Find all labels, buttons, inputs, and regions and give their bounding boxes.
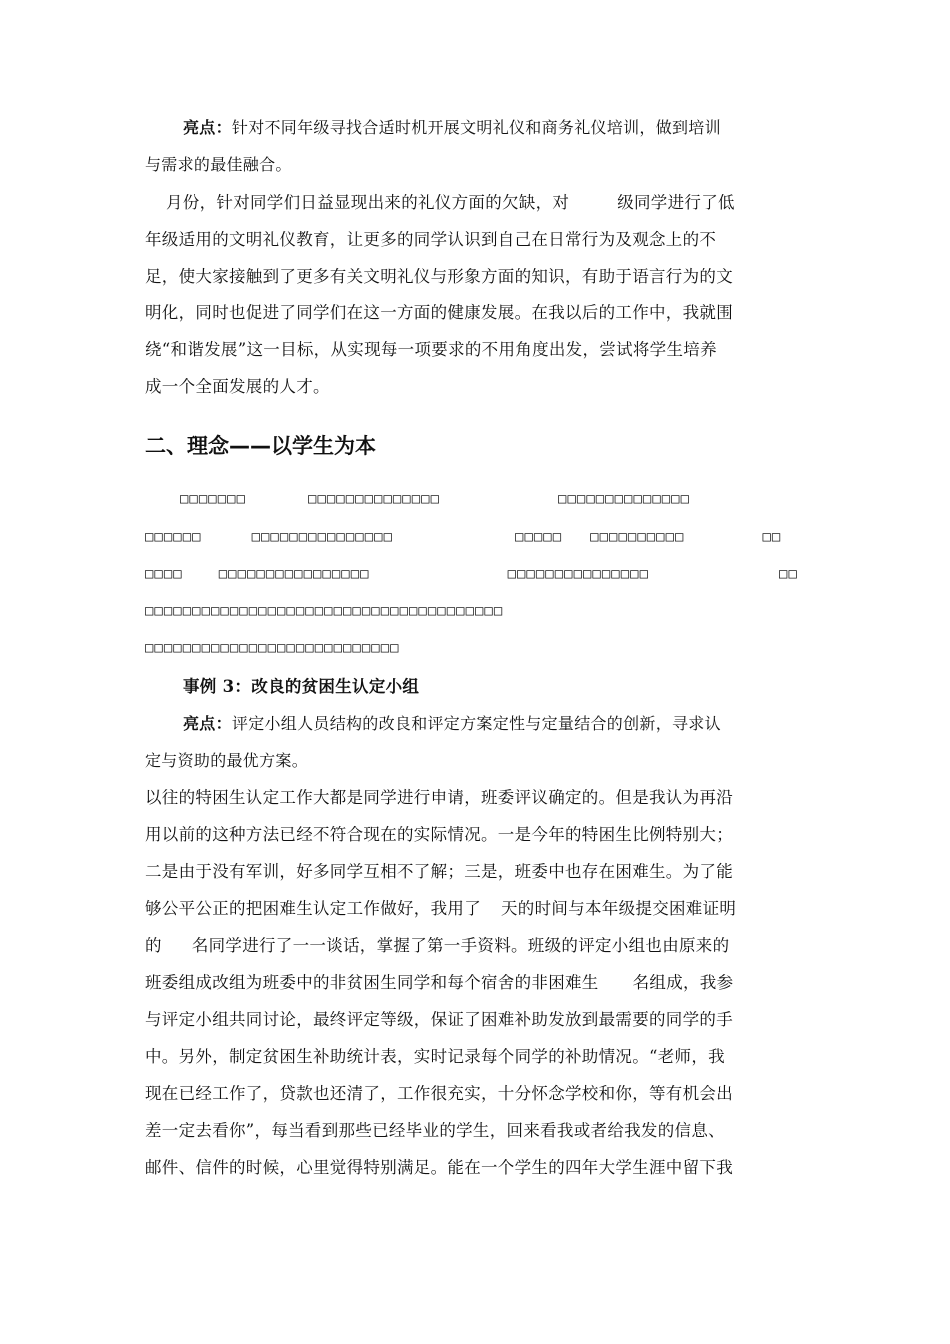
paragraph-text: 二是由于没有军训，好多同学互相不了解；三是，班委中也存在困难生。为了能 xyxy=(145,862,733,881)
highlight-text-cont: 与需求的最佳融合。 xyxy=(145,155,292,174)
glyph-row xyxy=(145,528,781,546)
paragraph-text: 用以前的这种方法已经不符合现在的实际情况。一是今年的特困生比例特别大； xyxy=(145,825,733,844)
glyph-segment: □□□□□□□□□□□□□□□ xyxy=(251,529,394,545)
paragraph-text: 现在已经工作了，贷款也还清了，工作很充实，十分怀念学校和你，等有机会出 xyxy=(145,1084,733,1103)
paragraph-text: 天的时间与本年级提交困难证明 xyxy=(501,899,737,918)
paragraph-text: 名同学进行了一一谈话，掌握了第一手资料。班级的评定小组也由原来的 xyxy=(191,936,730,955)
paragraph-text: 邮件、信件的时候，心里觉得特别满足。能在一个学生的四年大学生涯中留下我 xyxy=(145,1158,733,1177)
glyph-segment: □□□□ xyxy=(145,566,183,582)
paragraph-text: 绕“和谐发展”这一目标，从实现每一项要求的不用角度出发，尝试将学生培养 xyxy=(145,340,717,359)
highlight-text: 评定小组人员结构的改良和评定方案定性与定量结合的创新，寻求认 xyxy=(231,714,721,733)
paragraph-text: 以往的特困生认定工作大都是同学进行申请，班委评议确定的。但是我认为再沿 xyxy=(145,788,733,807)
paragraph-text: 名组成，我参 xyxy=(632,973,734,992)
highlight-line-1 xyxy=(183,117,810,139)
glyph-segment: □□□□□□□□□□□□□□ xyxy=(308,491,441,507)
paragraph-line xyxy=(145,824,810,846)
highlight-line-1 xyxy=(183,713,810,735)
glyph-row xyxy=(145,639,400,657)
glyph-row xyxy=(180,490,690,508)
paragraph-text: 月份，针对同学们日益显现出来的礼仪方面的欠缺，对 xyxy=(166,193,570,212)
paragraph-text: 成一个全面发展的人才。 xyxy=(145,377,330,396)
paragraph-line xyxy=(145,935,810,957)
paragraph-text: 的 xyxy=(145,936,162,955)
paragraph-line xyxy=(145,972,810,994)
paragraph-text: 级同学进行了低 xyxy=(617,193,735,212)
paragraph-line xyxy=(145,266,810,288)
paragraph-text: 中。另外，制定贫困生补助统计表，实时记录每个同学的补助情况。“老师，我 xyxy=(145,1047,725,1066)
highlight-label: 亮点： xyxy=(183,714,232,733)
glyph-segment: □□□□□□□□□□□□□□□ xyxy=(507,566,650,582)
paragraph-text: 年级适用的文明礼仪教育，让更多的同学认识到自己在日常行为及观念上的不 xyxy=(145,230,717,249)
glyph-row xyxy=(145,565,798,583)
glyph-segment: □□□□□□□□□□□□□□□□ xyxy=(218,566,370,582)
glyph-segment: □□□□□□ xyxy=(145,529,202,545)
paragraph-line xyxy=(145,1157,810,1179)
glyph-segment: □□ xyxy=(762,529,782,545)
paragraph-line xyxy=(145,376,810,398)
paragraph-text: 够公平公正的把困难生认定工作做好，我用了 xyxy=(145,899,481,918)
paragraph-line xyxy=(145,302,810,324)
case-title: 事例 3：改良的贫困生认定小组 xyxy=(183,677,420,696)
paragraph-text: 班委组成改组为班委中的非贫困生同学和每个宿舍的非困难生 xyxy=(145,973,599,992)
glyph-segment: □□□□□□□□□□ xyxy=(590,529,685,545)
section-heading: 二、理念——以学生为本 xyxy=(145,434,376,458)
glyph-segment: □□□□□□□□□□□□□□□□□□□□□□□□□□□□□□□□□□□□□□ xyxy=(145,603,504,619)
glyph-segment: □□□□□□□□□□□□□□ xyxy=(558,491,691,507)
highlight-line-2 xyxy=(145,154,810,176)
glyph-segment: □□□□□□□ xyxy=(180,491,247,507)
paragraph-line xyxy=(145,1083,810,1105)
paragraph-line xyxy=(145,787,810,809)
highlight-line-2 xyxy=(145,750,810,772)
glyph-segment: □□□□□□□□□□□□□□□□□□□□□□□□□□□ xyxy=(145,640,400,656)
paragraph-line xyxy=(145,861,810,883)
highlight-text: 针对不同年级寻找合适时机开展文明礼仪和商务礼仪培训，做到培训 xyxy=(231,118,721,137)
paragraph-line xyxy=(166,192,810,214)
glyph-segment: □□□□□ xyxy=(515,529,563,545)
glyph-row xyxy=(145,602,503,620)
paragraph-text: 差一定去看你”，每当看到那些已经毕业的学生，回来看我或者给我发的信息、 xyxy=(145,1121,725,1140)
paragraph-line xyxy=(145,1009,810,1031)
paragraph-line xyxy=(145,1046,810,1068)
paragraph-line xyxy=(145,898,810,920)
paragraph-text: 明化，同时也促进了同学们在这一方面的健康发展。在我以后的工作中，我就围 xyxy=(145,303,733,322)
paragraph-line xyxy=(145,339,810,361)
paragraph-text: 与评定小组共同讨论，最终评定等级，保证了困难补助发放到最需要的同学的手 xyxy=(145,1010,733,1029)
glyph-segment: □□ xyxy=(779,566,798,582)
highlight-label: 亮点： xyxy=(183,118,232,137)
paragraph-line xyxy=(145,1120,810,1142)
paragraph-line xyxy=(145,229,810,251)
highlight-text-cont: 定与资助的最优方案。 xyxy=(145,751,309,770)
paragraph-text: 足，使大家接触到了更多有关文明礼仪与形象方面的知识，有助于语言行为的文 xyxy=(145,267,733,286)
